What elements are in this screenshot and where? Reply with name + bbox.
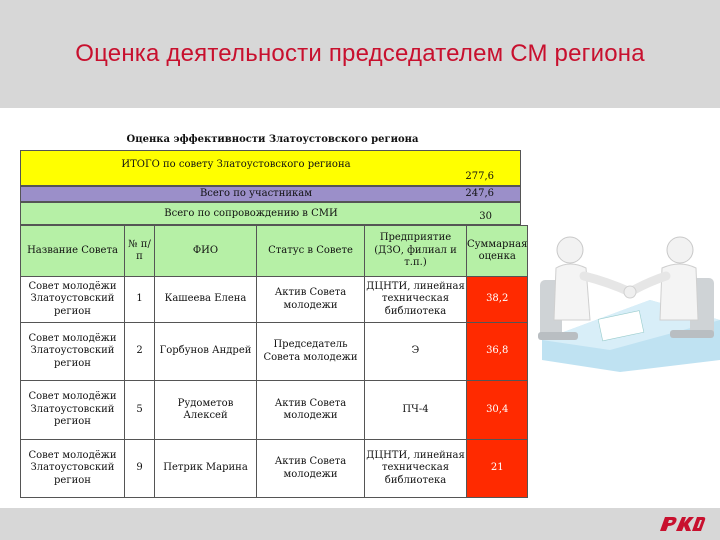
- table-row: [21, 381, 528, 440]
- cell-status: Актив Совета молодежи: [257, 381, 365, 440]
- cell-number: 5: [125, 381, 155, 440]
- council-total-band: [20, 150, 521, 186]
- media-total-label: Всего по сопровождению в СМИ: [164, 208, 338, 219]
- table-subtitle: Оценка эффективности Златоустовского региона: [126, 134, 419, 145]
- cell-number: 9: [125, 440, 155, 498]
- header-council: Название Совета: [21, 226, 125, 277]
- table-row: [21, 440, 528, 498]
- media-total-value: 30: [479, 211, 492, 222]
- cell-number: 1: [125, 277, 155, 323]
- cell-score: 30,4: [467, 381, 528, 440]
- footer-band: [0, 508, 720, 540]
- cell-status: Председатель Совета молодежи: [257, 323, 365, 381]
- handshake-illustration: [530, 220, 720, 372]
- cell-number: 2: [125, 323, 155, 381]
- cell-company: ПЧ-4: [365, 381, 467, 440]
- cell-score: 36,8: [467, 323, 528, 381]
- header-company: Предприятие (ДЗО, филиал и т.п.): [365, 226, 467, 277]
- evaluation-table: [20, 225, 528, 498]
- participants-total-value: 247,6: [465, 188, 494, 199]
- cell-score: 38,2: [467, 277, 528, 323]
- council-total-value: 277,6: [465, 171, 494, 182]
- cell-score: 21: [467, 440, 528, 498]
- participants-total-band: [20, 186, 521, 202]
- cell-status: Актив Совета молодежи: [257, 277, 365, 323]
- rzd-logo: [656, 512, 708, 536]
- cell-company: ДЦНТИ, линейная техническая библиотека: [365, 440, 467, 498]
- cell-name: Горбунов Андрей: [155, 323, 257, 381]
- cell-council: Совет молодёжи Златоустовский регион: [21, 381, 125, 440]
- table-row: [21, 323, 528, 381]
- header-name: ФИО: [155, 226, 257, 277]
- cell-council: Совет молодёжи Златоустовский регион: [21, 323, 125, 381]
- cell-name: Петрик Марина: [155, 440, 257, 498]
- cell-company: ДЦНТИ, линейная техническая библиотека: [365, 277, 467, 323]
- header-score: Суммарная оценка: [467, 226, 528, 277]
- cell-name: Рудометов Алексей: [155, 381, 257, 440]
- council-total-label: ИТОГО по совету Златоустовского региона: [121, 159, 351, 170]
- media-total-band: [20, 202, 521, 225]
- table-header-row: [21, 226, 528, 277]
- participants-total-label: Всего по участникам: [199, 188, 313, 199]
- cell-council: Совет молодёжи Златоустовский регион: [21, 440, 125, 498]
- header-status: Статус в Совете: [257, 226, 365, 277]
- header-number: № п/п: [125, 226, 155, 277]
- page-title: Оценка деятельности председателем СМ региона: [75, 40, 645, 67]
- cell-name: Кашеева Елена: [155, 277, 257, 323]
- table-row: [21, 277, 528, 323]
- cell-council: Совет молодёжи Златоустовский регион: [21, 277, 125, 323]
- cell-status: Актив Совета молодежи: [257, 440, 365, 498]
- cell-company: Э: [365, 323, 467, 381]
